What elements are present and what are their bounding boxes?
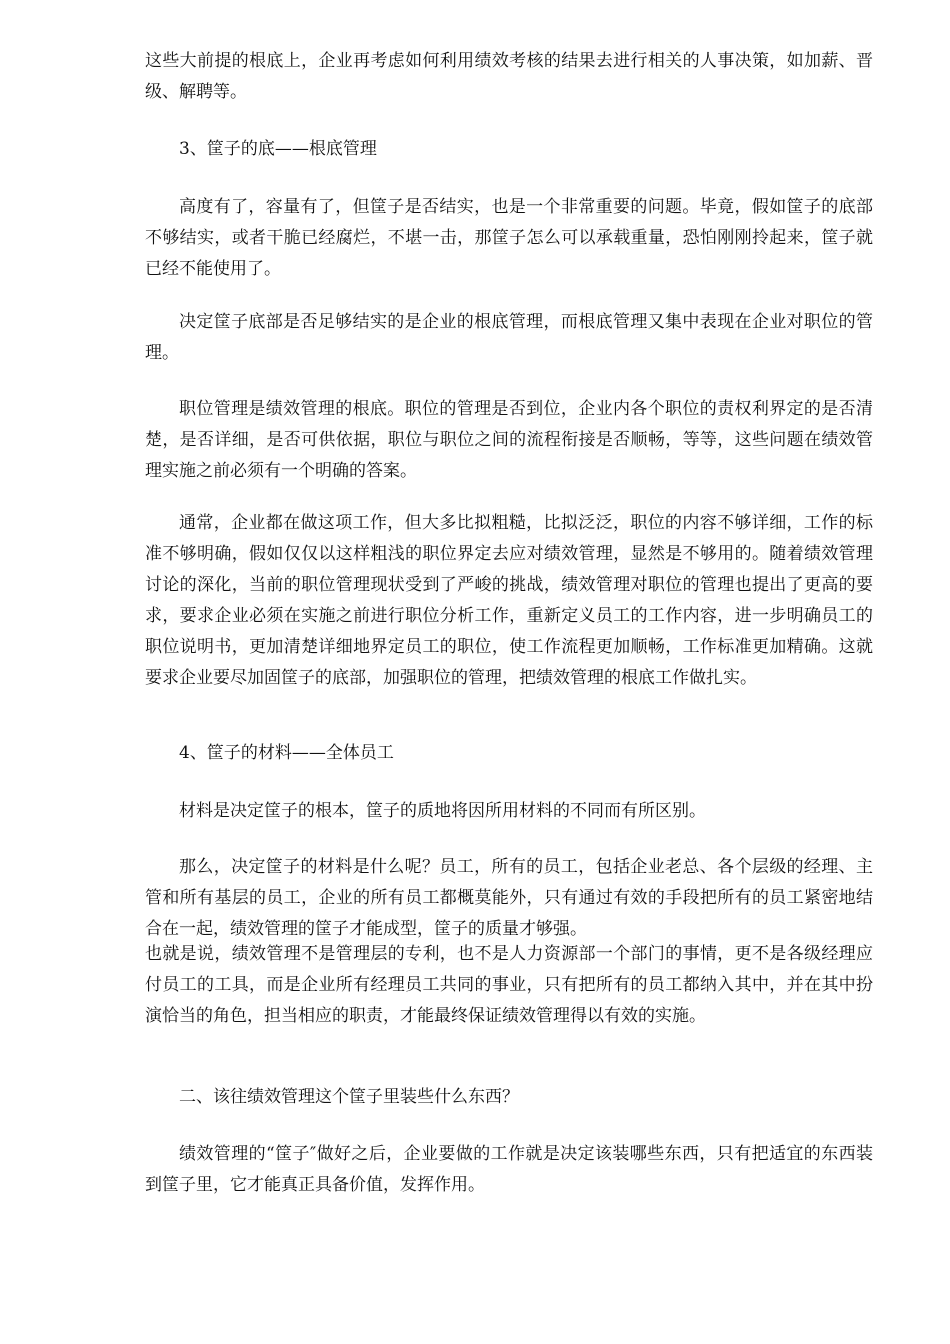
heading-text: 3、筐子的底——根底管理 (179, 139, 377, 159)
section-heading-basket-bottom (145, 134, 873, 165)
paragraph-text: 高度有了，容量有了，但筐子是否结实，也是一个非常重要的问题。毕竟，假如筐子的底部不够结实，或者干脆已经腐烂，不堪一击，那筐子怎么可以承载重量，恐怕刚刚拎起来，筐子就已经不能使用了。 (145, 197, 873, 279)
paragraph-text: 职位管理是绩效管理的根底。职位的管理是否到位，企业内各个职位的责权利界定的是否清楚，是否详细，是否可供依据，职位与职位之间的流程衔接是否顺畅，等等，这些问题在绩效管理实施之前必须有一个明确的答案。 (145, 399, 873, 481)
paragraph-fill-the-basket (145, 1139, 873, 1201)
section-heading-basket-material (145, 738, 873, 769)
paragraph-all-employees (145, 852, 873, 945)
paragraph-text: 决定筐子底部是否足够结实的是企业的根底管理，而根底管理又集中表现在企业对职位的管理。 (145, 312, 873, 363)
paragraph-position-analysis (145, 508, 873, 694)
paragraph-text: 绩效管理的“筐子″做好之后，企业要做的工作就是决定该装哪些东西，只有把适宜的东西装到筐子里，它才能真正具备价值，发挥作用。 (145, 1144, 873, 1195)
section-heading-what-to-fill (145, 1082, 873, 1113)
paragraph-continuation (145, 46, 873, 108)
paragraph-basic-management (145, 307, 873, 369)
paragraph-text: 通常，企业都在做这项工作，但大多比拟粗糙，比拟泛泛，职位的内容不够详细，工作的标准不够明确，假如仅仅以这样粗浅的职位界定去应对绩效管理，显然是不够用的。随着绩效管理讨论的深化，当前的职位管理现状受到了严峻的挑战，绩效管理对职位的管理也提出了更高的要求，要求企业必须在实施之前进行职位分析工作，重新定义员工的工作内容，进一步明确员工的职位说明书，更加清楚详细地界定员工的职位，使工作流程更加顺畅，工作标准更加精确。这就要求企业要尽加固筐子的底部，加强职位的管理，把绩效管理的根底工作做扎实。 (145, 513, 873, 688)
paragraph-position-management (145, 394, 873, 487)
paragraph-material-definition (145, 796, 873, 827)
heading-text: 二、该往绩效管理这个筐子里装些什么东西？ (179, 1087, 519, 1107)
paragraph-text: 也就是说，绩效管理不是管理层的专利，也不是人力资源部一个部门的事情，更不是各级经理应付员工的工具，而是企业所有经理员工共同的事业，只有把所有的员工都纳入其中，并在其中扮演恰当的角色，担当相应的职责，才能最终保证绩效管理得以有效的实施。 (145, 944, 873, 1026)
paragraph-text: 材料是决定筐子的根本，筐子的质地将因所用材料的不同而有所区别。 (179, 801, 706, 821)
paragraph-text: 这些大前提的根底上，企业再考虑如何利用绩效考核的结果去进行相关的人事决策，如加薪、晋级、解聘等。 (145, 51, 873, 102)
paragraph-text: 那么，决定筐子的材料是什么呢？员工，所有的员工，包括企业老总、各个层级的经理、主管和所有基层的员工，企业的所有员工都概莫能外，只有通过有效的手段把所有的员工紧密地结合在一起，绩效管理的筐子才能成型，筐子的质量才够强。 (145, 857, 873, 939)
paragraph-shared-responsibility (145, 939, 873, 1032)
heading-text: 4、筐子的材料——全体员工 (179, 743, 394, 763)
paragraph-basket-sturdiness (145, 192, 873, 285)
